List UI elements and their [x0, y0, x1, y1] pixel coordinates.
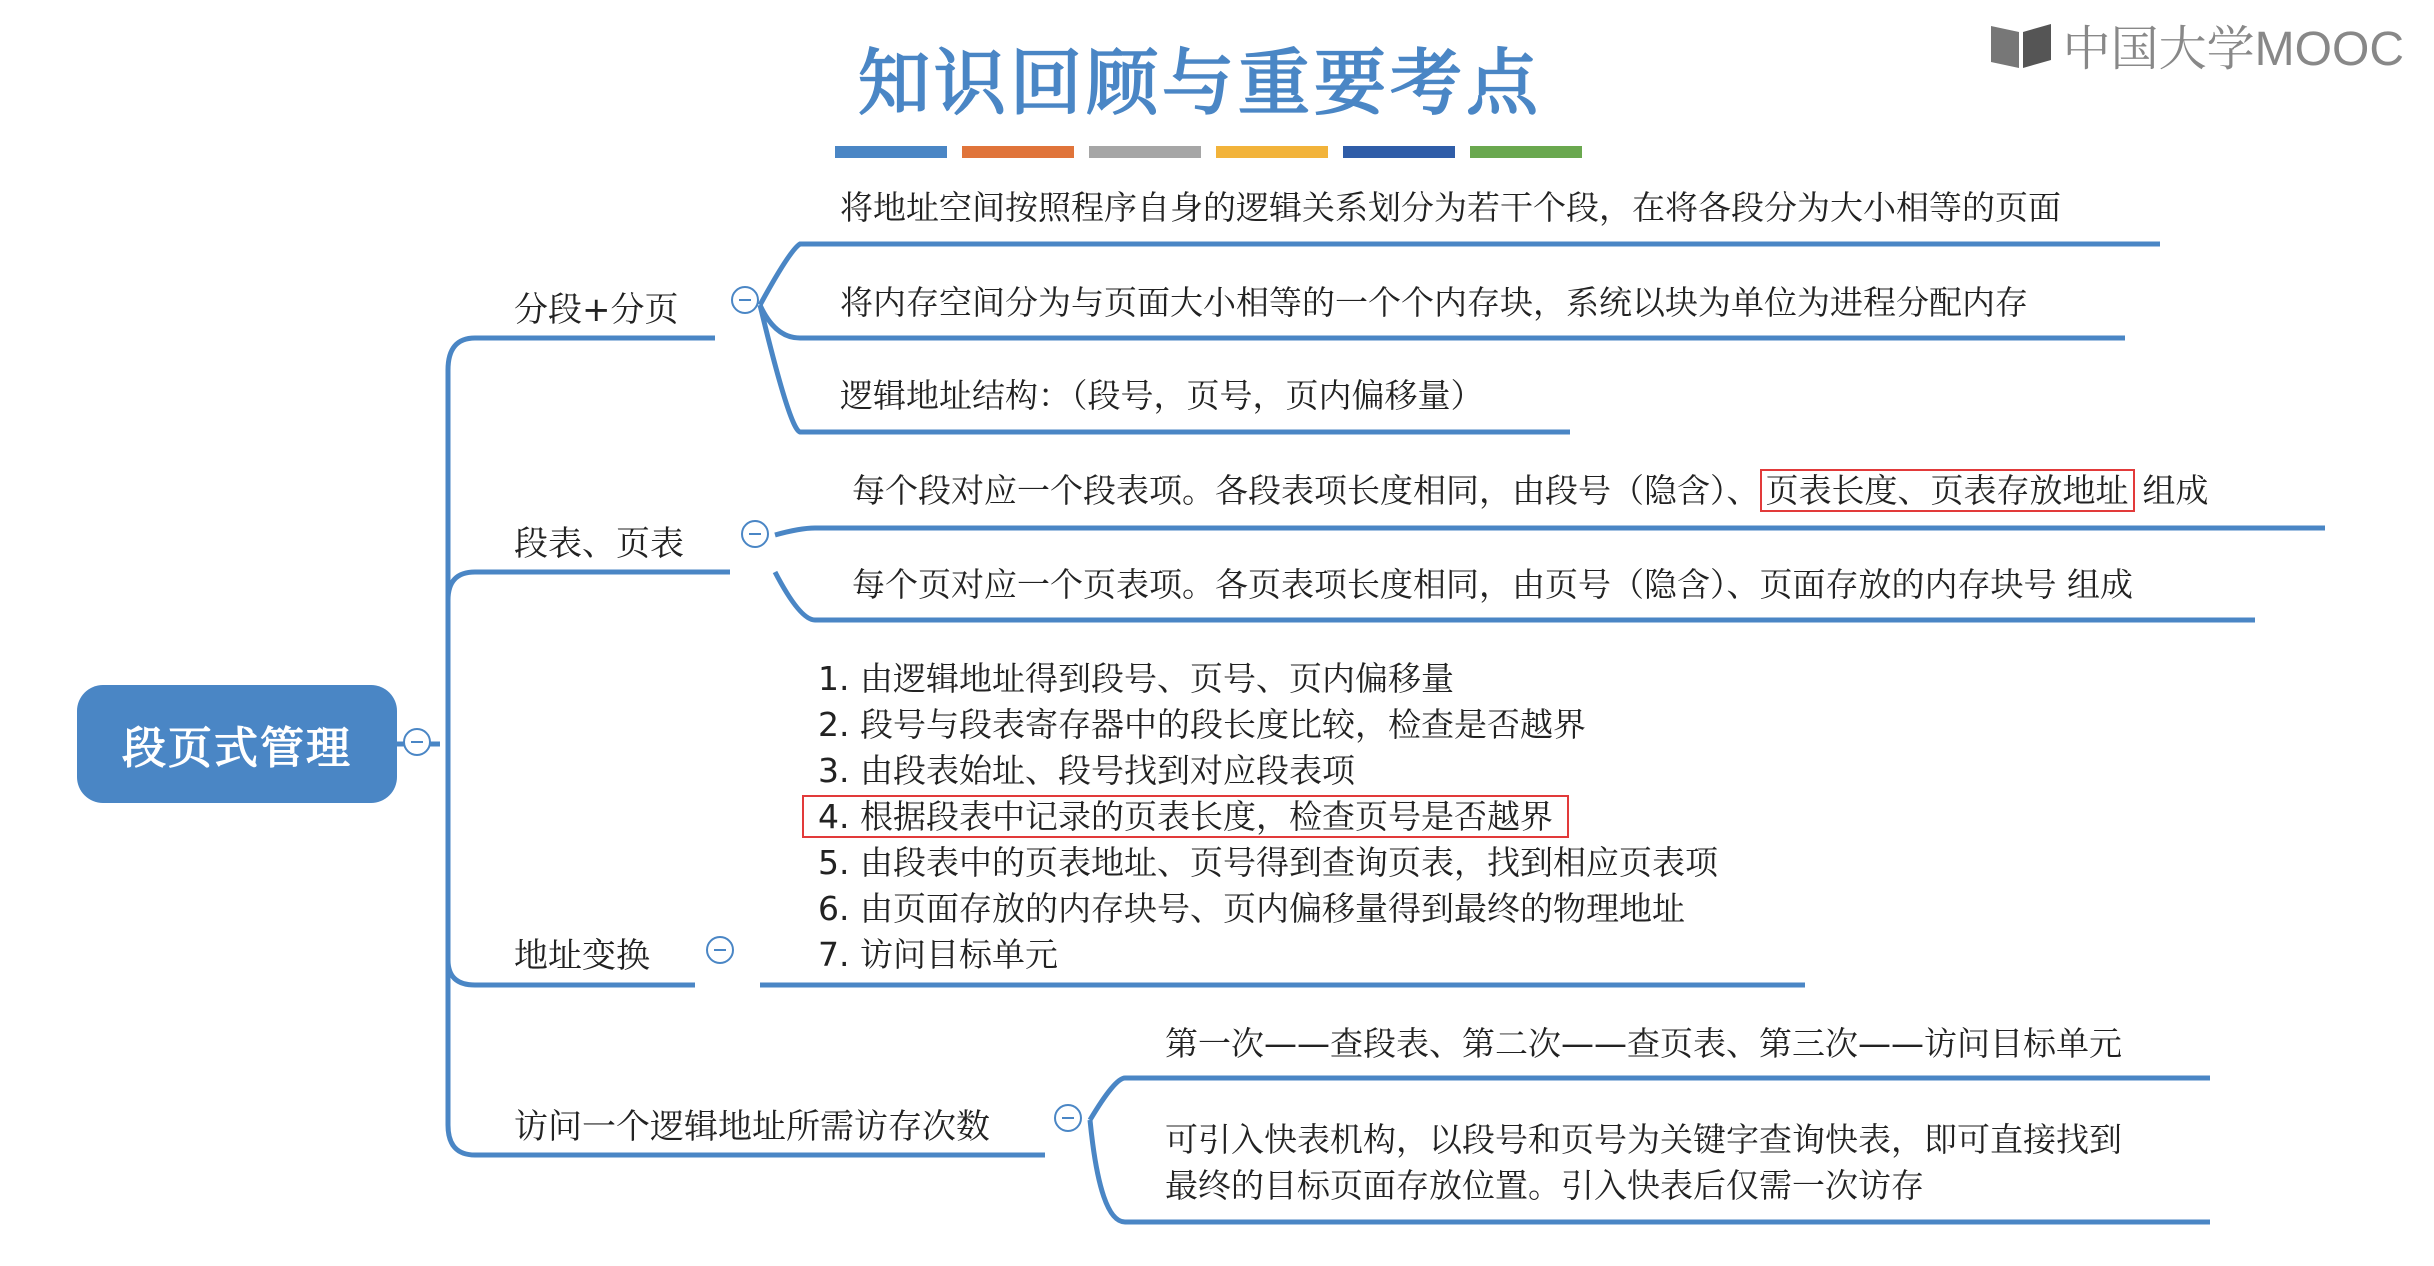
step-1: 1. 由逻辑地址得到段号、页号、页内偏移量	[818, 659, 1454, 698]
branch-segment-paging[interactable]: 分段+分页	[514, 290, 679, 330]
title-color-bar	[835, 146, 947, 158]
book-logo-icon	[1989, 20, 2053, 70]
leaf-2-2: 每个页对应一个页表项。各页表项长度相同，由页号（隐含）、页面存放的内存块号 组成	[852, 565, 2133, 604]
leaf-4-2	[1165, 1117, 2122, 1209]
mooc-logo	[1989, 10, 2404, 79]
title-color-bar	[1343, 146, 1455, 158]
collapse-branch-1-icon[interactable]	[731, 286, 759, 314]
step-2: 2. 段号与段表寄存器中的段长度比较，检查是否越界	[818, 705, 1586, 744]
root-node[interactable]: 段页式管理	[77, 685, 397, 803]
leaf-4-2-line2: 最终的目标页面存放位置。引入快表后仅需一次访存	[1165, 1166, 1924, 1205]
leaf-2-1-highlight: 页表长度、页表存放地址	[1760, 469, 2135, 512]
leaf-2-1-prefix: 每个段对应一个段表项。各段表项长度相同，由段号（隐含）、	[852, 471, 1760, 510]
step-3: 3. 由段表始址、段号找到对应段表项	[818, 751, 1355, 790]
leaf-1-1: 将地址空间按照程序自身的逻辑关系划分为若干个段，在将各段分为大小相等的页面	[840, 188, 2061, 227]
collapse-branch-4-icon[interactable]	[1054, 1104, 1082, 1132]
leaf-1-3: 逻辑地址结构：（段号，页号，页内偏移量）	[840, 376, 1484, 415]
title-color-bar	[1089, 146, 1201, 158]
collapse-root-icon[interactable]	[403, 728, 431, 756]
title-color-bar	[1470, 146, 1582, 158]
leaf-1-2: 将内存空间分为与页面大小相等的一个个内存块，系统以块为单位为进程分配内存	[840, 283, 2028, 322]
page-title: 知识回顾与重要考点	[857, 41, 1542, 125]
title-color-bar	[1216, 146, 1328, 158]
step-7: 7. 访问目标单元	[818, 935, 1058, 974]
branch-address-translation[interactable]: 地址变换	[514, 936, 650, 976]
title-color-bar	[962, 146, 1074, 158]
branch-memory-access-count[interactable]: 访问一个逻辑地址所需访存次数	[514, 1107, 990, 1147]
step-5: 5. 由段表中的页表地址、页号得到查询页表，找到相应页表项	[818, 843, 1718, 882]
step-4	[818, 794, 1718, 840]
translation-steps	[818, 656, 1718, 978]
step-6: 6. 由页面存放的内存块号、页内偏移量得到最终的物理地址	[818, 889, 1685, 928]
logo-text: 中国大学MOOC	[2062, 23, 2404, 76]
collapse-branch-3-icon[interactable]	[706, 936, 734, 964]
leaf-2-1	[852, 468, 2209, 514]
leaf-4-1: 第一次——查段表、第二次——查页表、第三次——访问目标单元	[1165, 1024, 2122, 1063]
branch-segment-page-tables[interactable]: 段表、页表	[514, 524, 684, 564]
leaf-2-1-suffix: 组成	[2142, 471, 2209, 510]
leaf-4-2-line1: 可引入快表机构，以段号和页号为关键字查询快表，即可直接找到	[1165, 1120, 2122, 1159]
step-4-highlight: 4. 根据段表中记录的页表长度，检查页号是否越界	[802, 795, 1569, 838]
collapse-branch-2-icon[interactable]	[741, 520, 769, 548]
